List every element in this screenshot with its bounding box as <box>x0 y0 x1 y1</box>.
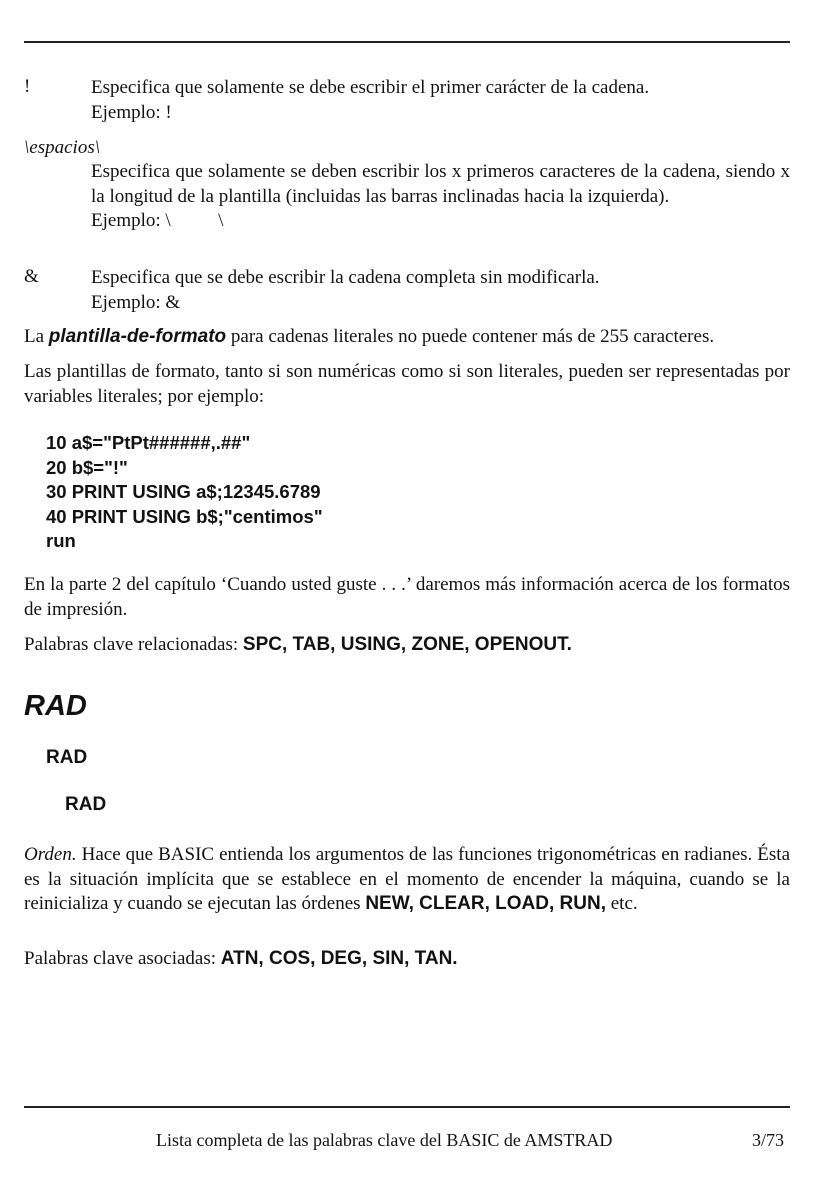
code-line: 40 PRINT USING b$;"centimos" <box>46 505 323 527</box>
bang-example-value: ! <box>165 101 172 123</box>
rad-associated-keywords: Palabras clave asociadas: ATN, COS, DEG, SIN, TAN. <box>24 948 458 969</box>
code-line: 20 b$="!" <box>46 456 128 478</box>
amp-example-value: & <box>165 291 181 313</box>
template-term: plantilla-de-formato <box>48 326 227 347</box>
rad-desc-type: Orden. <box>24 844 77 865</box>
footer-title: Lista completa de las palabras clave del BASIC de AMSTRAD <box>156 1130 613 1150</box>
rad-associated-keyword-list: ATN, COS, DEG, SIN, TAN. <box>220 948 458 969</box>
spaces-example-label: Ejemplo: <box>91 210 161 231</box>
related-keyword-list: SPC, TAB, USING, ZONE, OPENOUT. <box>242 634 572 655</box>
code-listing <box>46 431 323 554</box>
bang-symbol: ! <box>24 76 31 97</box>
code-line: run <box>46 530 76 551</box>
rad-syntax: RAD <box>46 747 88 768</box>
amp-description: Especifica que se debe escribir la cadena completa sin modificarla. Ejemplo: & <box>91 267 600 313</box>
bottom-rule <box>24 1106 790 1108</box>
spaces-symbol: \espacios\ <box>24 137 100 158</box>
template-variables-paragraph: Las plantillas de formato, tanto si son numéricas como si son literales, pueden ser representadas por variables literales; por ejemplo: <box>24 361 790 407</box>
amp-example-label: Ejemplo: <box>91 291 161 313</box>
rad-heading: RAD <box>24 690 87 722</box>
page-number: 3/73 <box>752 1130 785 1150</box>
bang-example-label: Ejemplo: <box>91 101 161 123</box>
spaces-example-value: \ \ <box>165 210 224 231</box>
spaces-description: Especifica que solamente se deben escribir los x primeros caracteres de la cadena, siendo x la longitud de la plantilla (incluidas las barras inclinadas hacia la izquierda). Ejemplo: \ \ <box>91 161 790 231</box>
template-limit-paragraph: La plantilla-de-formato para cadenas literales no puede contener más de 255 caracteres. <box>24 326 715 347</box>
rad-example: RAD <box>65 794 107 815</box>
code-line: 30 PRINT USING a$;12345.6789 <box>46 481 321 502</box>
code-line: 10 a$="PtPt######,.##" <box>46 432 251 453</box>
rad-description: Orden. Hace que BASIC entienda los argumentos de las funciones trigonométricas en radianes. Ésta es la situación implícita que se establece en el momento de encender la máquina, cuando se la reinicializa y cuando se ejecutan las órdenes NEW, CLEAR, LOAD, RUN, etc. <box>24 844 791 914</box>
top-rule <box>24 41 790 43</box>
bang-description: Especifica que solamente se debe escribir el primer carácter de la cadena. Ejemplo: ! <box>91 77 650 123</box>
amp-symbol: & <box>24 266 39 287</box>
more-info-paragraph: En la parte 2 del capítulo ‘Cuando usted guste . . .’ daremos más información acerca de los formatos de impresión. <box>24 574 790 620</box>
rad-desc-keywords: NEW, CLEAR, LOAD, RUN, <box>365 893 606 914</box>
related-keywords: Palabras clave relacionadas: SPC, TAB, USING, ZONE, OPENOUT. <box>24 634 572 655</box>
